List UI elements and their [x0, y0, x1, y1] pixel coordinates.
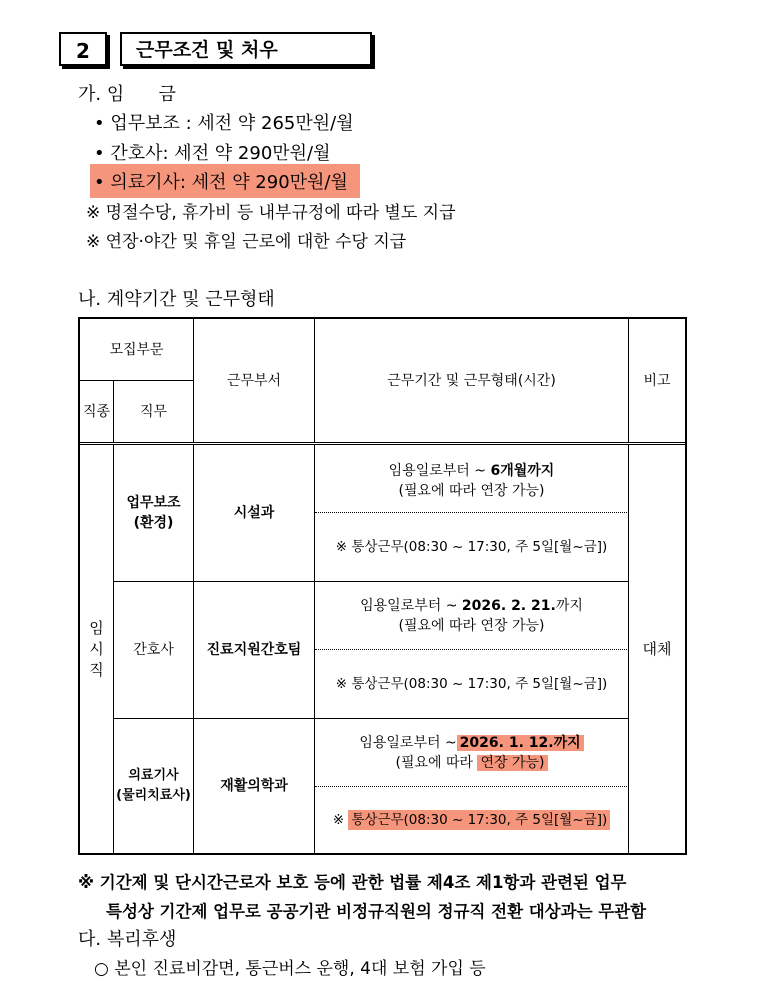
- row-job: 의료기사 (물리치료사): [114, 719, 194, 853]
- row-dept: 재활의학과: [194, 719, 315, 853]
- header-note: 비고: [643, 372, 671, 389]
- job-type-cell: 임 시 직: [80, 445, 114, 853]
- row-hours: ※ 통상근무(08:30 ~ 17:30, 주 5일[월~금]): [315, 650, 629, 719]
- footnote-line: ※ 기간제 및 단시간근로자 보호 등에 관한 법률 제4조 제1항과 관련된 업무: [78, 873, 627, 892]
- row-period: 임용일로부터 ~ 2026. 1. 12.까지 (필요에 따라 연장 가능): [315, 719, 629, 787]
- wage-heading: 가. 임 금: [78, 84, 176, 105]
- wage-item-label: 업무보조 : 세전 약 265만원/월: [110, 113, 354, 134]
- wage-item-support: [94, 109, 354, 135]
- contract-table: [78, 317, 687, 855]
- welfare-heading: 다. 복리후생: [78, 929, 177, 950]
- row-dept: 진료지원간호팀: [194, 582, 315, 719]
- wage-item-label: 의료기사: 세전 약 290만원/월: [110, 172, 348, 193]
- period-highlight: 2026. 1. 12.까지: [457, 735, 584, 751]
- contract-heading: 나. 계약기간 및 근무형태: [78, 289, 275, 310]
- wage-item-nurse: [94, 139, 331, 165]
- bullet-icon: •: [94, 143, 105, 164]
- row-period: 임용일로부터 ~ 6개월까지 (필요에 따라 연장 가능): [315, 445, 629, 513]
- row-hours: ※ 통상근무(08:30 ~ 17:30, 주 5일[월~금]): [315, 513, 629, 582]
- footnote-line: 특성상 기간제 업무로 공공기관 비정규직원의 정규직 전환 대상과는 무관함: [106, 902, 647, 921]
- row-job: 업무보조 (환경): [114, 445, 194, 582]
- header-period: 근무기간 및 근무형태(시간): [315, 319, 629, 442]
- extend-highlight: 연장 가능): [477, 755, 547, 771]
- header-recruit: 모집부문: [80, 319, 194, 381]
- section-title: 근무조건 및 처우: [120, 32, 372, 66]
- row-hours: ※ 통상근무(08:30 ~ 17:30, 주 5일[월~금]): [315, 787, 629, 853]
- section-number: 2: [59, 32, 107, 66]
- header-dept: 근무부서: [194, 319, 315, 442]
- header-type: 직종: [80, 381, 114, 442]
- wage-item-medtech: [90, 164, 360, 198]
- row-job: 간호사: [114, 582, 194, 719]
- bullet-icon: •: [94, 113, 105, 134]
- hours-highlight: 통상근무(08:30 ~ 17:30, 주 5일[월~금]): [348, 810, 610, 830]
- bullet-icon: •: [94, 172, 105, 193]
- wage-note: ※ 명절수당, 휴가비 등 내부규정에 따라 별도 지급: [86, 203, 456, 223]
- welfare-item: ○ 본인 진료비감면, 통근버스 운행, 4대 보험 가입 등: [94, 959, 486, 979]
- header-job: 직무: [114, 381, 194, 442]
- remark-cell: 대체: [642, 640, 672, 658]
- row-dept: 시설과: [194, 445, 315, 582]
- row-period: 임용일로부터 ~ 2026. 2. 21.까지 (필요에 따라 연장 가능): [315, 582, 629, 650]
- wage-item-label: 간호사: 세전 약 290만원/월: [110, 143, 331, 164]
- wage-note: ※ 연장·야간 및 휴일 근로에 대한 수당 지급: [86, 232, 407, 252]
